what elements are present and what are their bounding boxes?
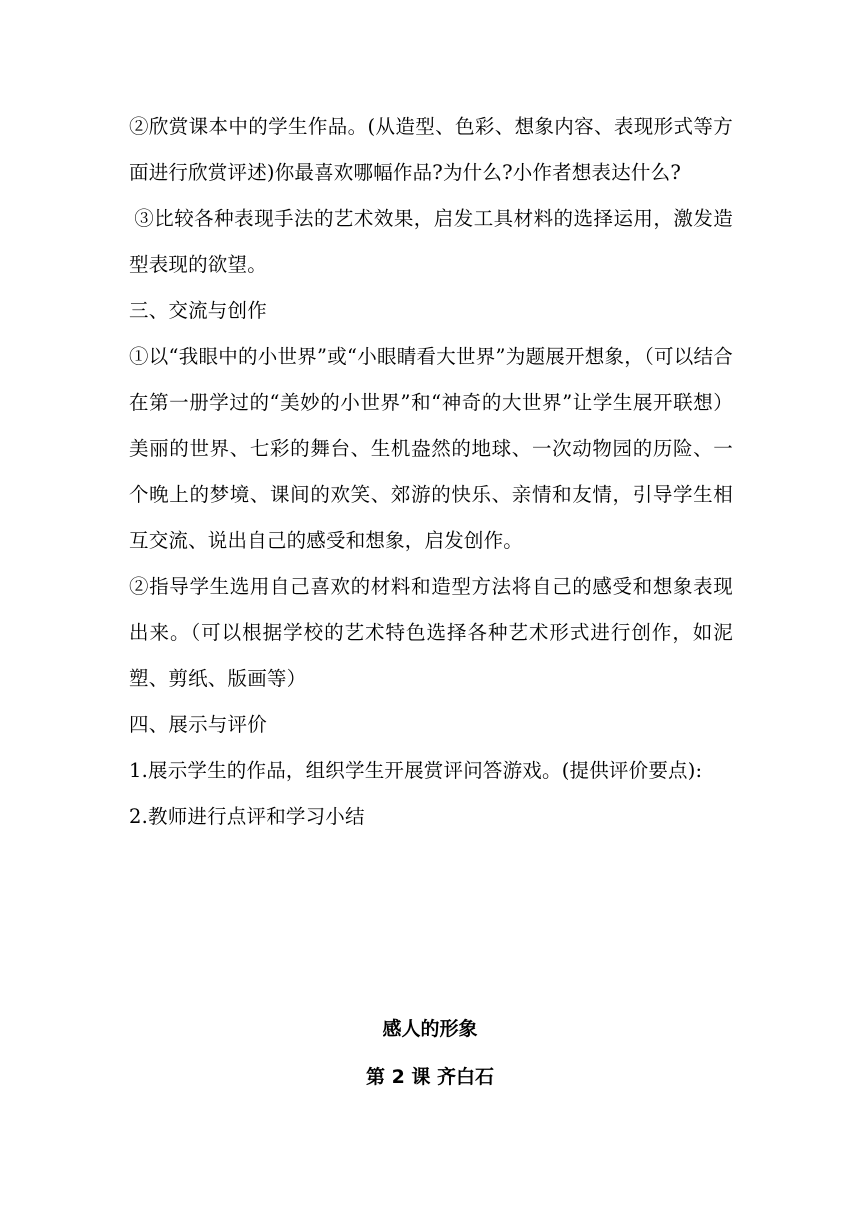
paragraph-display-works: 1.展示学生的作品，组织学生开展赏评问答游戏。(提供评价要点): — [129, 759, 703, 782]
body-text — [129, 104, 733, 840]
heading-display-evaluate: 四、展示与评价 — [129, 713, 267, 736]
section-title: 感人的形象 — [382, 1018, 478, 1040]
paragraph-appreciate-works: ②欣赏课本中的学生作品。(从造型、色彩、想象内容、表现形式等方面进行欣赏评述)你最喜欢哪幅作品?为什么?小作者想表达什么? — [129, 115, 733, 184]
paragraph-imagination-topic: ①以“我眼中的小世界”或“小眼睛看大世界”为题展开想象，（可以结合在第一册学过的“美妙的小世界”和“神奇的大世界”让学生展开联想）美丽的世界、七彩的舞台、生机盎然的地球、一次动物园的历险、一个晚上的梦境、课间的欢笑、郊游的快乐、亲情和友情，引导学生相互交流、说出自己的感受和想象，启发创作。 — [129, 345, 733, 552]
paragraph-guide-materials: ②指导学生选用自己喜欢的材料和造型方法将自己的感受和想象表现出来。（可以根据学校的艺术特色选择各种艺术形式进行创作，如泥塑、剪纸、版画等） — [129, 575, 733, 690]
paragraph-compare-techniques-text: ③比较各种表现手法的艺术效果，启发工具材料的选择运用，激发造型表现的欲望。 — [129, 207, 733, 276]
lesson-title: 第 2 课 齐白石 — [365, 1066, 495, 1088]
paragraph-compare-techniques — [129, 196, 733, 288]
paragraph-teacher-summary: 2.教师进行点评和学习小结 — [129, 805, 365, 828]
heading-exchange-create: 三、交流与创作 — [129, 299, 267, 322]
